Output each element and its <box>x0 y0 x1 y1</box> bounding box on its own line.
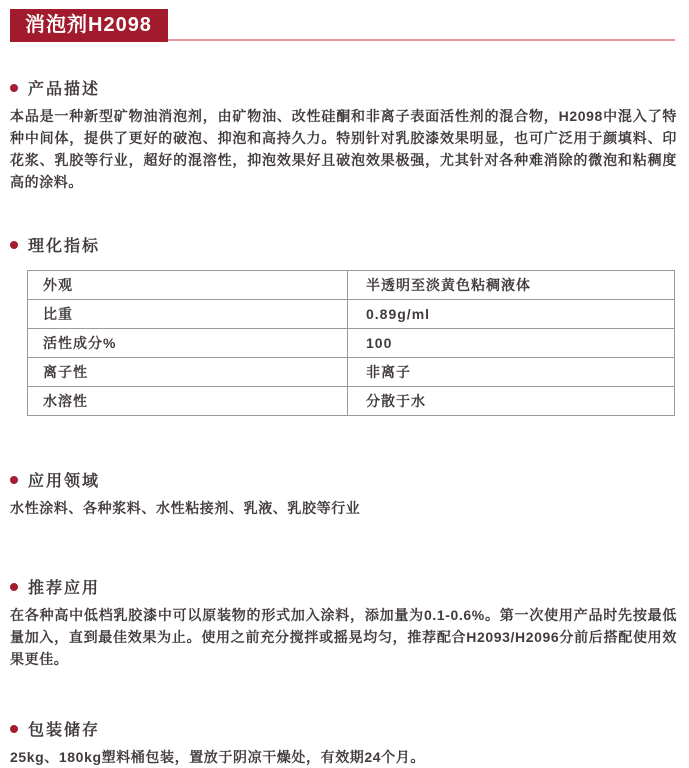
spec-label-cell: 水溶性 <box>28 387 348 416</box>
section-title: 应用领域 <box>28 473 101 490</box>
bullet-icon <box>10 725 18 733</box>
section-application-fields <box>10 468 677 519</box>
section-title: 理化指标 <box>28 238 101 255</box>
spec-value-cell: 非离子 <box>348 358 675 387</box>
spec-value-cell: 分散于水 <box>348 387 675 416</box>
page-content <box>0 76 689 768</box>
spec-label-cell: 离子性 <box>28 358 348 387</box>
bullet-icon <box>10 84 18 92</box>
section-title: 推荐应用 <box>28 580 101 597</box>
section-recommended-application <box>10 575 677 670</box>
section-header <box>10 717 677 740</box>
table-row <box>28 271 675 300</box>
table-row <box>28 387 675 416</box>
section-title: 产品描述 <box>28 81 101 98</box>
table-row <box>28 329 675 358</box>
spec-value-cell: 半透明至淡黄色粘稠液体 <box>348 271 675 300</box>
bullet-icon <box>10 583 18 591</box>
table-row <box>28 358 675 387</box>
spec-value-cell: 0.89g/ml <box>348 300 675 329</box>
section-product-description <box>10 76 677 193</box>
section-header <box>10 468 677 491</box>
spec-label-cell: 外观 <box>28 271 348 300</box>
spec-label-cell: 活性成分% <box>28 329 348 358</box>
table-row <box>28 300 675 329</box>
page-header <box>0 0 689 42</box>
section-body: 水性涂料、各种浆料、水性粘接剂、乳液、乳胶等行业 <box>10 500 361 516</box>
section-body: 本品是一种新型矿物油消泡剂，由矿物油、改性硅酮和非离子表面活性剂的混合物，H2098中混入了特种中间体，提供了更好的破泡、抑泡和高持久力。特别针对乳胶漆效果明显，也可广泛用于颜填料、印花浆、乳胶等行业，超好的混溶性，抑泡效果好且破泡效果极强，尤其针对各种难消除的微泡和粘稠度高的涂料。 <box>10 108 677 190</box>
title-banner: 消泡剂H2098 <box>10 9 168 42</box>
section-body: 25kg、180kg塑料桶包装，置放于阴凉干燥处，有效期24个月。 <box>10 749 425 765</box>
spec-label-cell: 比重 <box>28 300 348 329</box>
spec-value-cell: 100 <box>348 329 675 358</box>
section-title: 包装储存 <box>28 722 101 739</box>
bullet-icon <box>10 476 18 484</box>
section-body: 在各种高中低档乳胶漆中可以原装物的形式加入涂料，添加量为0.1-0.6%。第一次使用产品时先按最低量加入，直到最佳效果为止。使用之前充分搅拌或摇晃均匀，推荐配合H2093/H2096分前后搭配使用效果更佳。 <box>10 607 677 667</box>
section-physical-chemical-indicators <box>10 233 677 416</box>
section-header <box>10 233 677 256</box>
section-packaging-storage <box>10 717 677 768</box>
section-header <box>10 76 677 99</box>
section-header <box>10 575 677 598</box>
spec-table <box>27 270 675 416</box>
bullet-icon <box>10 241 18 249</box>
